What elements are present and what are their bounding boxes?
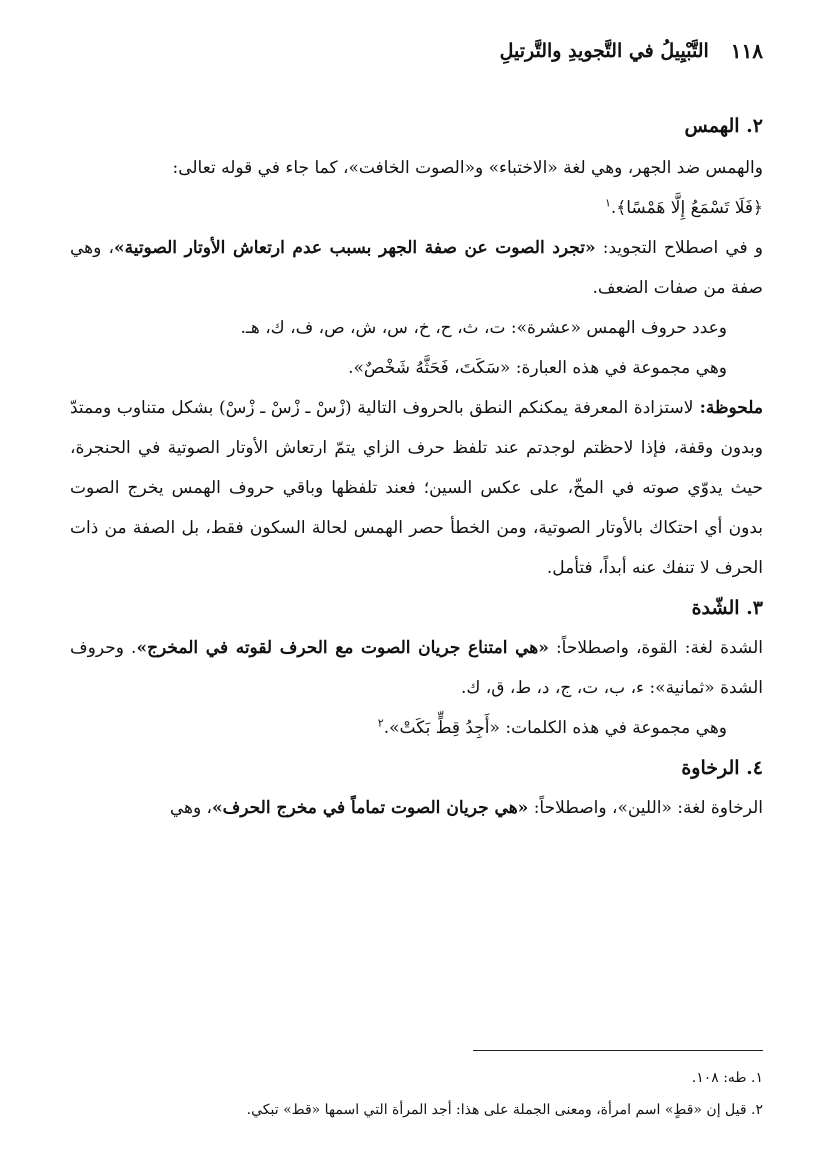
- rikhawa-definition: «هي جريان الصوت تماماً في مخرج الحرف»: [212, 798, 529, 818]
- footnote-divider: [473, 1050, 763, 1051]
- note-text: لاستزادة المعرفة يمكنكم النطق بالحروف التالية (زْسْ ـ زْسْ ـ زْسْ) بشكل متناوب وممتدّ وبدون وقفة، فإذا لاحظتم لوجدتم عند تلفظ حرف الزاي يتمّ ارتعاش الأوتار الصوتية في الحنجرة، حيث يدوّي صوته في المخّ، على عكس السين؛ فعند تلفظها وباقي حروف الهمس يخرج الصوت بدون أي احتكاك بالأوتار الصوتية، ومن الخطأ حصر الهمس لحالة السكون فقط، بل الصفة من ذات الحرف لا تنفك عنه أبداً، فتأمل.: [70, 398, 763, 578]
- footnote-marker-2: ٢: [377, 716, 384, 730]
- heading-hams: ٢. الهمس: [684, 115, 763, 137]
- shidda-tail: . وحروف الشدة «ثمانية»: ء، ب، ت، ج، د، ط، ق، ك.: [70, 638, 763, 698]
- footnote-2: ٢. قيل إن «قطٍ» اسم امرأة، ومعنى الجملة على هذا: أجد المرأة التي اسمها «قط» تبكي.: [246, 1102, 763, 1118]
- shidda-definition: «هي امتناع جريان الصوت مع الحرف لقوته في المخرج»: [136, 638, 549, 658]
- hams-term-paragraph: [70, 228, 763, 308]
- quran-verse: ﴿فَلَا تَسْمَعُ إِلَّا هَمْسًا﴾.: [610, 198, 763, 218]
- rikhawa-lead: الرخاوة لغة: «اللين»، واصطلاحاً:: [528, 798, 763, 818]
- heading-shidda: ٣. الشّدة: [691, 597, 763, 619]
- rikhawa-definition-paragraph: [70, 788, 763, 828]
- heading-rikhawa: ٤. الرخاوة: [681, 757, 763, 779]
- page-number: ١١٨: [730, 39, 763, 63]
- running-title: التَّبْيِيلُ في التَّجويدِ والتَّرتيلِ: [499, 40, 709, 62]
- hams-term-lead: و في اصطلاح التجويد:: [595, 238, 763, 258]
- rikhawa-tail: ، وهي: [169, 798, 213, 818]
- shidda-letters-phrase: [70, 708, 763, 748]
- hams-term-definition: «تجرد الصوت عن صفة الجهر بسبب عدم ارتعاش الأوتار الصوتية»: [113, 238, 596, 258]
- shidda-lead: الشدة لغة: القوة، واصطلاحاً:: [548, 638, 763, 658]
- footnote-1: ١. طه: ١٠٨.: [691, 1070, 763, 1086]
- hams-definition-paragraph: [70, 148, 763, 228]
- shidda-definition-paragraph: [70, 628, 763, 708]
- hams-definition-text: والهمس ضد الجهر، وهي لغة «الاختباء» و«الصوت الخافت»، كما جاء في قوله تعالى:: [172, 158, 763, 178]
- shidda-phrase-text: وهي مجموعة في هذه الكلمات: «أَجِدُ قِطٍّ بَكَتْ».: [383, 718, 727, 738]
- footnotes: [72, 1062, 763, 1126]
- hams-letters-phrase: وهي مجموعة في هذه العبارة: «سَكَتَ، فَحَثَّهُ شَخْصٌ».: [348, 358, 727, 378]
- running-header: [72, 36, 763, 66]
- hams-term-tail: ، وهي صفة من صفات الضعف.: [70, 238, 763, 298]
- page-body: [70, 108, 763, 828]
- hams-note-paragraph: [70, 388, 763, 588]
- footnote-marker-1: ١: [604, 196, 611, 210]
- note-label: ملحوظة:: [693, 398, 764, 418]
- hams-letters-count: وعدد حروف الهمس «عشرة»: ت، ث، ح، خ، س، ش، ص، ف، ك، هـ.: [240, 318, 727, 338]
